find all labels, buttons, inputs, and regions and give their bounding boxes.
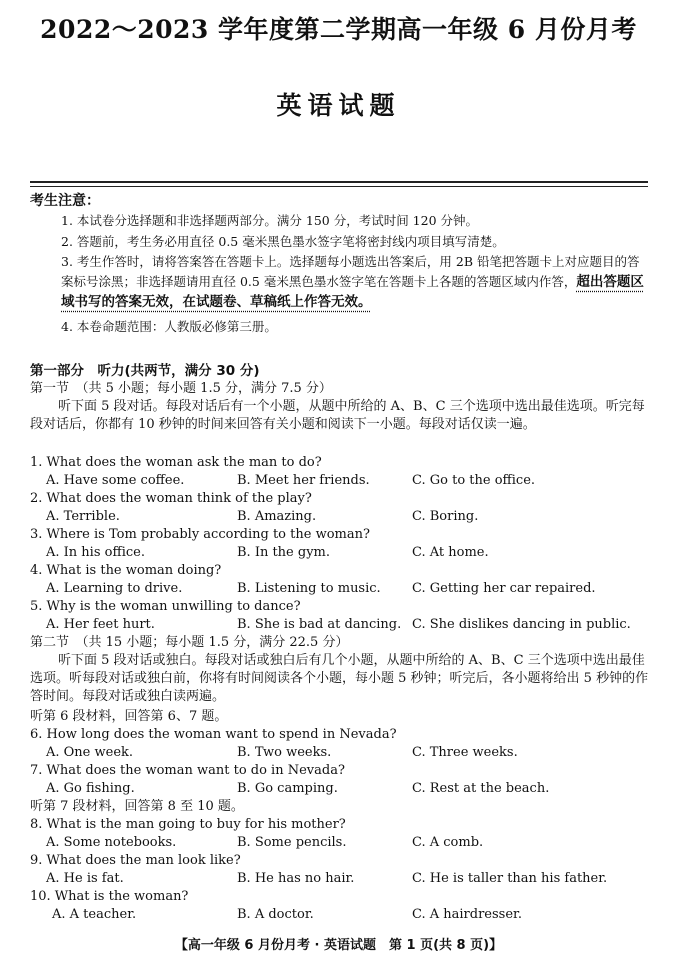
section1-heading: 第一节 （共 5 小题；每小题 1.5 分，满分 7.5 分）: [30, 381, 332, 396]
question-10: 10. What is the woman?: [30, 889, 189, 904]
option-4c: C. Getting her car repaired.: [412, 581, 596, 596]
option-3c: C. At home.: [412, 545, 489, 560]
option-6c: C. Three weeks.: [412, 745, 518, 760]
option-4a: A. Learning to drive.: [46, 581, 183, 596]
question-1: 1. What does the woman ask the man to do?: [30, 455, 322, 470]
material-7-note: 听第 7 段材料，回答第 8 至 10 题。: [30, 799, 244, 814]
question-3: 3. Where is Tom probably according to the woman?: [30, 527, 370, 542]
option-6a: A. One week.: [46, 745, 134, 760]
option-3a: A. In his office.: [46, 545, 145, 560]
option-2a: A. Terrible.: [46, 509, 120, 524]
notice-item-3-text: 3. 考生作答时，请将答案答在答题卡上。选择题每小题选出答案后，用 2B 铅笔把答题卡上对应题目的答案标号涂黑；非选择题请用直径 0.5 毫米黑色墨水签字笔在答题卡上各题的答题区域内作答，: [61, 254, 640, 289]
option-2b: B. Amazing.: [237, 509, 317, 524]
question-9: 9. What does the man look like?: [30, 853, 241, 868]
option-3b: B. In the gym.: [237, 545, 331, 560]
option-7a: A. Go fishing.: [46, 781, 135, 796]
option-10b: B. A doctor.: [237, 907, 314, 922]
notice-emphasis: 超出答题区域书写的答案无效，在试题卷、草稿纸上作答无效。: [61, 274, 644, 310]
question-6: 6. How long does the woman want to spend in Nevada?: [30, 727, 397, 742]
notice-item-1: 1. 本试卷分选择题和非选择题两部分。满分 150 分，考试时间 120 分钟。: [61, 213, 479, 228]
notice-item-3: [61, 252, 651, 312]
option-1a: A. Have some coffee.: [46, 473, 185, 488]
material-6-note: 听第 6 段材料，回答第 6、7 题。: [30, 709, 228, 724]
subject-title: 英语试题: [276, 91, 401, 120]
option-8c: C. A comb.: [412, 835, 484, 850]
option-7b: B. Go camping.: [237, 781, 338, 796]
option-8b: B. Some pencils.: [237, 835, 347, 850]
divider-thick: [30, 181, 648, 183]
option-10a: A. A teacher.: [52, 907, 137, 922]
question-5: 5. Why is the woman unwilling to dance?: [30, 599, 301, 614]
option-5a: A. Her feet hurt.: [46, 617, 155, 632]
option-5b: B. She is bad at dancing.: [237, 617, 402, 632]
option-1b: B. Meet her friends.: [237, 473, 370, 488]
option-7c: C. Rest at the beach.: [412, 781, 550, 796]
option-2c: C. Boring.: [412, 509, 479, 524]
question-7: 7. What does the woman want to do in Nevada?: [30, 763, 345, 778]
question-4: 4. What is the woman doing?: [30, 563, 222, 578]
notice-heading: 考生注意：: [30, 193, 100, 209]
part1-heading: 第一部分 听力(共两节，满分 30 分): [30, 363, 260, 379]
section1-instructions: 听下面 5 段对话。每段对话后有一个小题，从题中所给的 A、B、C 三个选项中选出最佳选项。听完每段对话后，你都有 10 秒钟的时间来回答有关小题和阅读下一小题。每段对话仅读一遍。: [30, 399, 645, 432]
question-2: 2. What does the woman think of the play?: [30, 491, 312, 506]
option-9a: A. He is fat.: [46, 871, 124, 886]
section2-heading: 第二节 （共 15 小题；每小题 1.5 分，满分 22.5 分）: [30, 635, 349, 650]
option-5c: C. She dislikes dancing in public.: [412, 617, 631, 632]
section2-instructions: 听下面 5 段对话或独白。每段对话或独白后有几个小题，从题中所给的 A、B、C 三个选项中选出最佳选项。听每段对话或独白前，你将有时间阅读各个小题，每小题 5 秒钟；听完后，各小题将给出 5 秒钟的作答时间。每段对话或独白读两遍。: [30, 653, 649, 704]
divider-thin: [30, 186, 648, 187]
option-9b: B. He has no hair.: [237, 871, 355, 886]
notice-item-4: 4. 本卷命题范围：人教版必修第三册。: [61, 319, 277, 334]
exam-title: 2022～2023 学年度第二学期高一年级 6 月份月考: [40, 15, 637, 44]
question-8: 8. What is the man going to buy for his mother?: [30, 817, 346, 832]
page-footer: 【高一年级 6 月份月考 · 英语试题 第 1 页(共 8 页)】: [174, 938, 503, 953]
option-10c: C. A hairdresser.: [412, 907, 522, 922]
option-9c: C. He is taller than his father.: [412, 871, 608, 886]
notice-item-2: 2. 答题前，考生务必用直径 0.5 毫米黑色墨水签字笔将密封线内项目填写清楚。: [61, 234, 505, 249]
option-1c: C. Go to the office.: [412, 473, 536, 488]
option-6b: B. Two weeks.: [237, 745, 332, 760]
option-4b: B. Listening to music.: [237, 581, 381, 596]
option-8a: A. Some notebooks.: [46, 835, 177, 850]
